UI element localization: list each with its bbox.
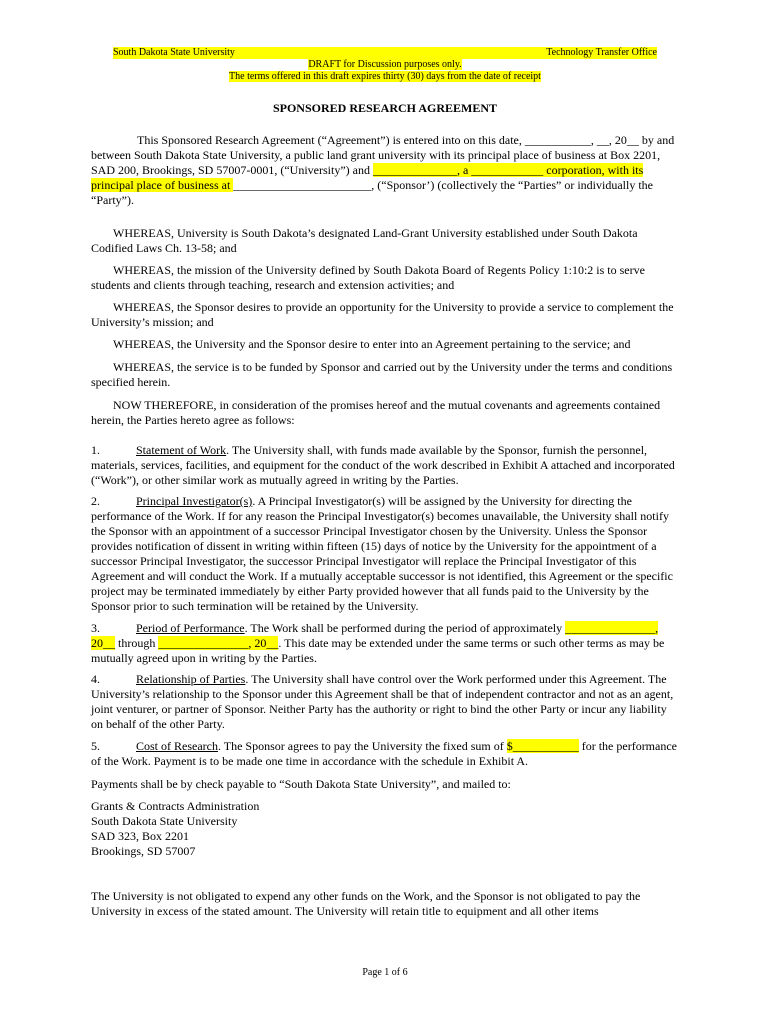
section-number: 3.: [91, 621, 100, 635]
section-1: 1. Statement of Work. The University shall, with funds made available by the Sponsor, furnish the personnel, materials, services, facilities, and equipment for the conduct of the work described in Exhibit A attached and incorporated (“Work”), or other similar work as mutually agreed in writing by the Parties.: [91, 443, 675, 487]
page-number: Page 1 of 6: [362, 967, 408, 978]
intro-paragraph: This Sponsored Research Agreement (“Agreement”) is entered into on this date, ___________, __, 20__ by and between South Dakota State University, a public land grant university with its principal place of business at Box 2201, SAD 200, Brookings, SD 57007-0001, (“University”) and ______________, a ____________ corporation, with its principal place of business at _______________________, (“Sponsor’) (collectively the “Parties” or individually the “Party”).: [91, 133, 675, 207]
payments-paragraph: Payments shall be by check payable to “South Dakota State University”, and mailed to:: [91, 777, 511, 791]
whereas-3: WHEREAS, the Sponsor desires to provide an opportunity for the University to provide a service to complement the University’s mission; and: [91, 300, 674, 329]
whereas-1: WHEREAS, University is South Dakota’s designated Land-Grant University established under South Dakota Codified Laws Ch. 13-58; and: [91, 226, 638, 255]
section-heading: Period of Performance: [136, 621, 245, 635]
section-heading: Principal Investigator(s): [136, 494, 253, 508]
section-2: 2. Principal Investigator(s). A Principal Investigator(s) will be assigned by the University for directing the performance of the Work. If for any reason the Principal Investigator(s) becomes unavailable, the University shall notify the Sponsor with an appointment of a successor Principal Investigator chosen by the University. Unless the Sponsor provides notification of dissent in writing within fifteen (15) days of notice by the University for the appointment of a successor Principal Investigator, the successor Principal Investigator will replace the Principal Investigator of this Agreement and will conduct the Work. If a mutually acceptable successor is not identified, this Agreement or the specific project may be terminated immediately by either Party provided however that all funds paid to the University by the Sponsor prior to such termination will be retained by the University.: [91, 494, 673, 613]
whereas-4: WHEREAS, the University and the Sponsor desire to enter into an Agreement pertaining to the service; and: [113, 337, 631, 351]
document-title: SPONSORED RESEARCH AGREEMENT: [272, 101, 498, 115]
address-line: Grants & Contracts Administration: [91, 799, 260, 813]
section-number: 4.: [91, 672, 100, 686]
sponsor-name-field: ______________, a ____________ corporation, with its principal place of business at: [91, 163, 644, 192]
section-number: 2.: [91, 494, 100, 508]
address-line: SAD 323, Box 2201: [91, 829, 190, 843]
header-left: South Dakota State University: [113, 47, 235, 58]
section-5: 5. Cost of Research. The Sponsor agrees to pay the University the fixed sum of $___________ for the performance of the Work. Payment is to be made one time in accordance with the schedule in Exhibit A.: [91, 739, 677, 768]
closing-paragraph: The University is not obligated to expend any other funds on the Work, and the Sponsor is not obligated to pay the University in excess of the stated amount. The University will retain title to equipment and all other items: [91, 889, 641, 918]
whereas-5: WHEREAS, the service is to be funded by Sponsor and carried out by the University under the terms and conditions specified herein.: [91, 360, 673, 389]
header-expiry-notice: The terms offered in this draft expires thirty (30) days from the date of receipt: [229, 71, 541, 82]
header-right: Technology Transfer Office: [546, 47, 657, 58]
whereas-2: WHEREAS, the mission of the University defined by South Dakota Board of Regents Policy 1:10:2 is to serve students and clients through teaching, research and extension activities; and: [91, 263, 645, 292]
header-draft-notice: DRAFT for Discussion purposes only.: [308, 59, 462, 70]
fixed-sum-field: $___________: [506, 739, 579, 753]
address-line: South Dakota State University: [91, 814, 238, 828]
section-number: 1.: [91, 443, 100, 457]
mailing-address: [91, 799, 680, 859]
section-3: 3. Period of Performance. The Work shall be performed during the period of approximately _______________, 20__ through _______________, 20__. This date may be extended under the same terms or such other terms as may be mutually agreed upon in writing by the Parties.: [91, 621, 665, 665]
start-date-field: _______________, 20__: [91, 621, 659, 650]
section-number: 5.: [91, 739, 100, 753]
address-line: Brookings, SD 57007: [91, 844, 196, 858]
section-heading: Cost of Research: [136, 739, 218, 753]
section-4: 4. Relationship of Parties. The University shall have control over the Work performed under this Agreement. The University’s relationship to the Sponsor under this Agreement shall be that of independent contractor and not as an agent, joint venturer, or partner of Sponsor. Neither Party has the authority or right to bind the other Party or incur any liability on behalf of the other Party.: [91, 672, 674, 731]
header-bar: [113, 47, 657, 59]
section-heading: Statement of Work: [136, 443, 227, 457]
section-heading: Relationship of Parties: [136, 672, 246, 686]
end-date-field: _______________, 20__: [158, 636, 279, 650]
now-therefore: NOW THEREFORE, in consideration of the promises hereof and the mutual covenants and agreements contained herein, the Parties hereto agree as follows:: [91, 398, 661, 427]
